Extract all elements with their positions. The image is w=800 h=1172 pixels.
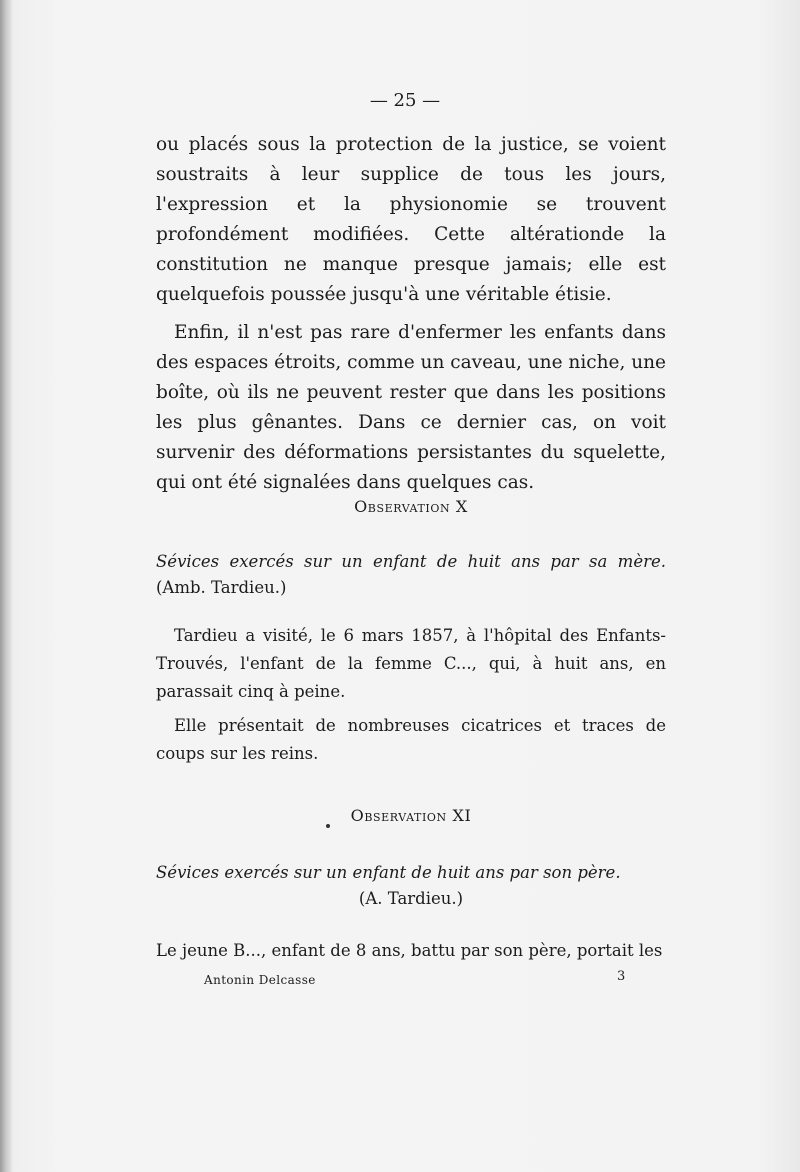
page-number: — 25 — [369,90,441,111]
observation-text-block [156,937,666,971]
paragraph: Elle présentait de nombreuses cicatrices et traces de coups sur les reins. [156,716,666,763]
main-text-block [156,130,666,506]
observation-credit: (Amb. Tardieu.) [156,578,287,597]
observation-heading: Observation XI [350,806,472,825]
observation-subtitle-text: Sévices exercés sur un enfant de huit ans par sa mère. [156,552,666,571]
page-binding-edge [0,0,12,1172]
observation-subtitle [156,860,666,912]
observation-subtitle-text: Sévices exercés sur un enfant de huit ans par son père. [156,863,621,882]
observation-heading: Observation X [354,497,468,516]
paragraph: Enfin, il n'est pas rare d'enfermer les enfants dans des espaces étroits, comme un caveau, une niche, une boîte, où ils ne peuvent rester que dans les positions les plus gênantes. Dans ce dernier cas, on voit survenir des déformations persistantes du squelette, qui ont été signalées dans quelques cas. [156,322,667,493]
signature-mark: 3 [617,969,626,984]
paragraph: ou placés sous la protection de la justice, se voient soustraits à leur supplice de tous les jours, l'expression et la physionomie se trouvent profondément modifiées. Cette altérationde la constitution ne manque presque jamais; elle est quelquefois poussée jusqu'à une véritable étisie. [156,134,666,305]
author-signature: Antonin Delcasse [204,973,316,987]
observation-credit: (A. Tardieu.) [358,889,464,908]
paragraph: Le jeune B..., enfant de 8 ans, battu par son père, portait les [156,941,663,960]
observation-text-block [156,622,666,774]
paragraph: Tardieu a visité, le 6 mars 1857, à l'hôpital des Enfants-Trouvés, l'enfant de la femme C..., qui, à huit ans, en parassait cinq à peine. [156,626,666,701]
observation-subtitle [156,549,666,601]
